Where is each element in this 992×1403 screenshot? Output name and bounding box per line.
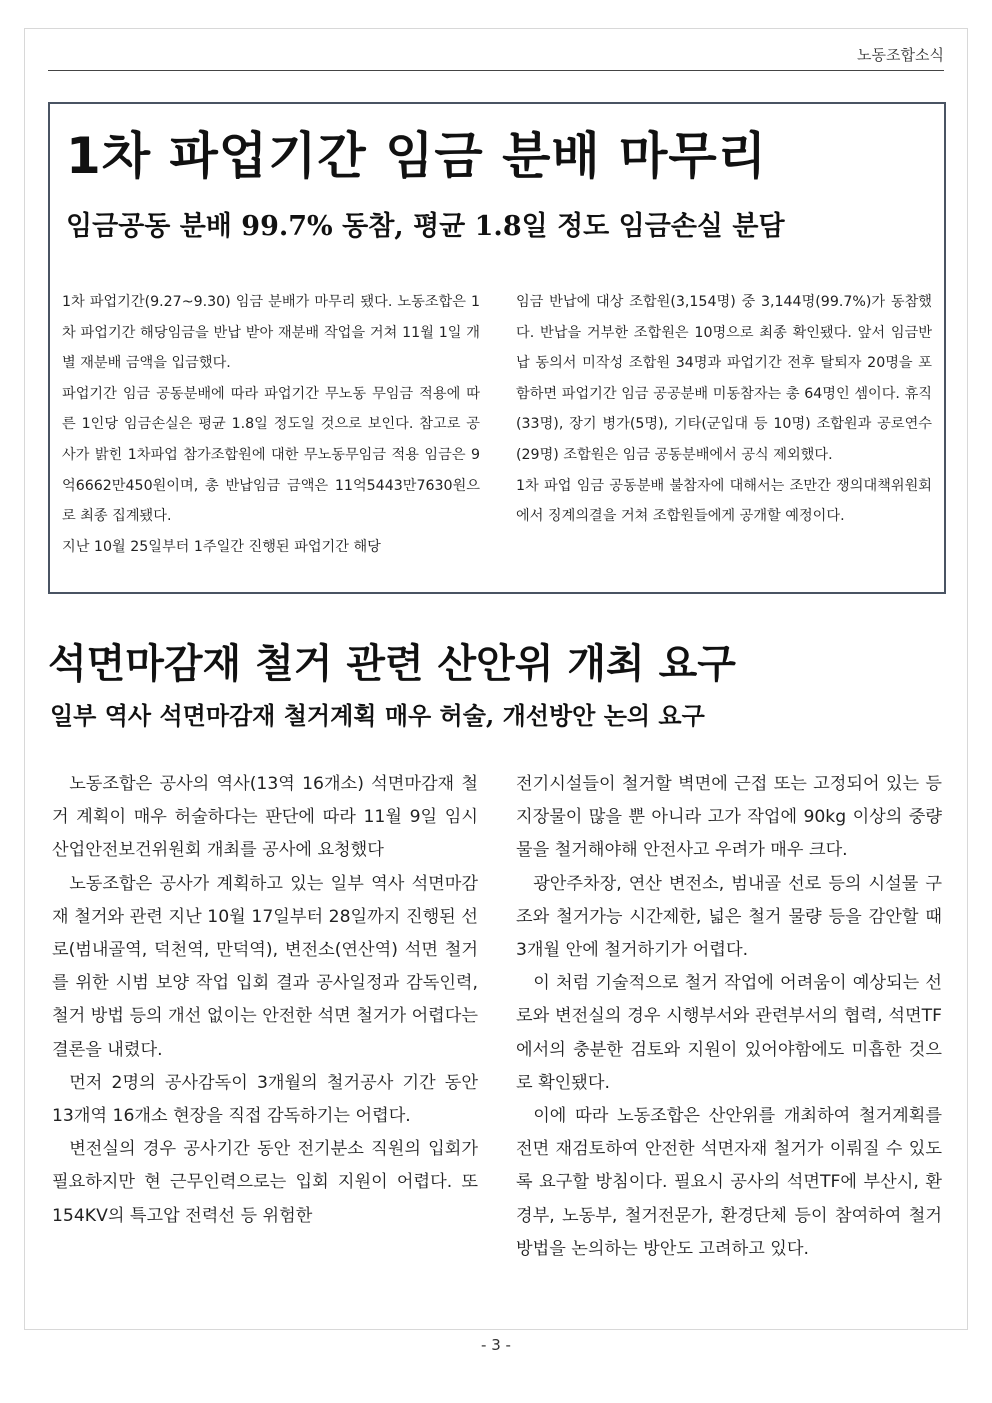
article-1-paragraph: 지난 10월 25일부터 1주일간 진행된 파업기간 해당 xyxy=(62,538,381,555)
article-1-column-1 xyxy=(62,287,480,562)
article-2-paragraph: 이에 따라 노동조합은 산안위를 개최하여 철거계획를 전면 재검토하여 안전한 석면자재 철거가 이뤄질 수 있도록 요구할 방침이다. 필요시 공사의 석면TF에 부산시, 환경부, 노동부, 철거전문가, 환경단체 등이 참여하여 철거 방법을 논의하는 방안도 고려하고 있다. xyxy=(516,1106,942,1259)
article-1-paragraph: 1차 파업기간(9.27~9.30) 임금 분배가 마무리 됐다. 노동조합은 1차 파업기간 해당임금을 반납 받아 재분배 작업을 거쳐 11월 1일 개별 재분배 금액을 입금했다. xyxy=(62,294,480,372)
article-2-paragraph: 먼저 2명의 공사감독이 3개월의 철거공사 기간 동안 13개역 16개소 현장을 직접 감독하기는 어렵다. xyxy=(52,1072,478,1127)
article-2-paragraph: 이 처럼 기술적으로 철거 작업에 어려움이 예상되는 선로와 변전실의 경우 시행부서와 관련부서의 협력, 석면TF에서의 충분한 검토와 지원이 있어야함에도 미흡한 것으로 확인됐다. xyxy=(516,973,942,1093)
article-1-title: 1차 파업기간 임금 분배 마무리 xyxy=(66,127,768,185)
article-2-title: 석면마감재 철거 관련 산안위 개최 요구 xyxy=(48,641,736,687)
article-2-paragraph: 광안주차장, 연산 변전소, 범내골 선로 등의 시설물 구조와 철거가능 시간제한, 넓은 철거 물량 등을 감안할 때 3개월 안에 철거하기가 어렵다. xyxy=(516,873,942,961)
article-2-paragraph: 전기시설들이 철거할 벽면에 근접 또는 고정되어 있는 등 지장물이 많을 뿐 아니라 고가 작업에 90kg 이상의 중량물을 철거해야해 안전사고 우려가 매우 크다. xyxy=(516,774,942,861)
article-1-paragraph: 파업기간 임금 공동분배에 따라 파업기간 무노동 무임금 적용에 따른 1인당 임금손실은 평균 1.8일 정도일 것으로 보인다. 참고로 공사가 밝힌 1차파업 참가조합원에 대한 무노동무임금 적용 임금은 9억6662만450원이며, 총 반납임금 금액은 11억5443만7630원으로 최종 집계됐다. xyxy=(62,385,480,525)
header-divider xyxy=(48,70,944,71)
article-2-paragraph: 노동조합은 공사의 역사(13역 16개소) 석면마감재 철거 계획이 매우 허술하다는 판단에 따라 11월 9일 임시 산업안전보건위원회 개최를 공사에 요청했다 xyxy=(52,774,478,861)
article-2-subtitle: 일부 역사 석면마감재 철거계획 매우 허술, 개선방안 논의 요구 xyxy=(50,701,705,730)
article-2-paragraph: 노동조합은 공사가 계획하고 있는 일부 역사 석면마감재 철거와 관련 지난 10월 17일부터 28일까지 진행된 선로(범내골역, 덕천역, 만덕역), 변전소(연산역) 석면 철거를 위한 시범 보양 작업 입회 결과 공사일정과 감독인력, 철거 방법 등의 개선 없이는 안전한 석면 철거가 어렵다는 결론을 내렸다. xyxy=(52,873,478,1060)
section-header: 노동조합소식 xyxy=(857,46,944,64)
article-2-paragraph: 변전실의 경우 공사기간 동안 전기분소 직원의 입회가 필요하지만 현 근무인력으로는 입회 지원이 어렵다. 또 154KV의 특고압 전력선 등 위험한 xyxy=(52,1139,478,1226)
article-2-column-2 xyxy=(516,768,942,1266)
page-number: - 3 - xyxy=(481,1336,511,1354)
article-1-paragraph: 1차 파업 임금 공동분배 불참자에 대해서는 조만간 쟁의대책위원회에서 징계의결을 거쳐 조합원들에게 공개할 예정이다. xyxy=(516,477,932,525)
article-2-column-1 xyxy=(52,768,478,1233)
article-1-column-2 xyxy=(516,287,932,532)
article-1-subtitle: 임금공동 분배 99.7% 동참, 평균 1.8일 정도 임금손실 분담 xyxy=(66,211,785,242)
article-1-paragraph: 임금 반납에 대상 조합원(3,154명) 중 3,144명(99.7%)가 동참했다. 반납을 거부한 조합원은 10명으로 최종 확인됐다. 앞서 임금반납 동의서 미작성 조합원 34명과 파업기간 전후 탈퇴자 20명을 포함하면 파업기간 임금 공공분배 미동참자는 총 64명인 셈이다. 휴직(33명), 장기 병가(5명), 기타(군입대 등 10명) 조합원과 공로연수(29명) 조합원은 임금 공동분배에서 공식 제외했다. xyxy=(516,294,932,463)
article-1-box xyxy=(48,102,946,594)
